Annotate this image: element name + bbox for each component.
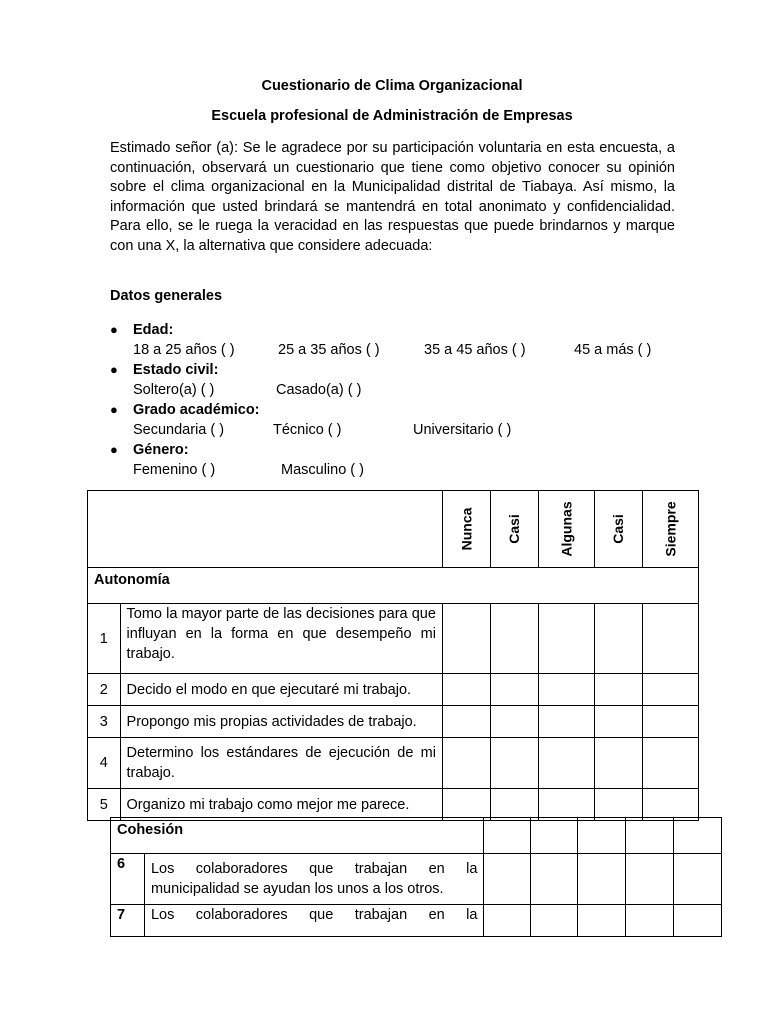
answer-cell — [531, 818, 578, 854]
estado-civil-label: Estado civil: — [133, 362, 219, 378]
answer-cell[interactable] — [642, 789, 698, 821]
section-title-cohesion: Cohesión — [111, 818, 484, 854]
question-number: 2 — [88, 674, 121, 706]
table-row — [111, 905, 722, 937]
answer-cell[interactable] — [594, 706, 642, 738]
question-text: Determino los estándares de ejecución de mi trabajo. — [120, 738, 442, 789]
table-row — [88, 604, 699, 674]
edad-option[interactable]: 45 a más ( ) — [574, 342, 652, 358]
answer-cell[interactable] — [490, 738, 538, 789]
section-row — [88, 568, 699, 604]
answer-cell — [626, 818, 674, 854]
estado-civil-option[interactable]: Casado(a) ( ) — [276, 382, 362, 398]
answer-cell[interactable] — [642, 674, 698, 706]
question-number: 7 — [111, 905, 145, 937]
answer-cell[interactable] — [626, 854, 674, 905]
answer-cell[interactable] — [538, 706, 594, 738]
genero-label: Género: — [133, 442, 189, 458]
grado-option[interactable]: Secundaria ( ) — [133, 422, 225, 438]
scale-header-algunas: Algunas — [538, 491, 594, 568]
scale-header-casi-siempre: Casi — [594, 491, 642, 568]
scale-header-casi: Casi — [490, 491, 538, 568]
answer-cell[interactable] — [674, 905, 722, 937]
table-row — [88, 706, 699, 738]
answer-cell[interactable] — [642, 604, 698, 674]
list-item-genero — [110, 440, 710, 480]
section-row — [111, 818, 722, 854]
answer-cell[interactable] — [674, 854, 722, 905]
table-row — [88, 674, 699, 706]
answer-cell[interactable] — [594, 674, 642, 706]
datos-generales-list — [110, 320, 710, 480]
answer-cell[interactable] — [642, 706, 698, 738]
table-row — [88, 789, 699, 821]
page-subtitle: Escuela profesional de Administración de Empresas — [211, 108, 573, 124]
question-number: 1 — [88, 604, 121, 674]
section-title-autonomia: Autonomía — [88, 568, 699, 604]
answer-cell[interactable] — [642, 738, 698, 789]
edad-option[interactable]: 25 a 35 años ( ) — [278, 342, 380, 358]
answer-cell[interactable] — [442, 706, 490, 738]
edad-option[interactable]: 18 a 25 años ( ) — [133, 342, 235, 358]
answer-cell[interactable] — [538, 674, 594, 706]
question-text: Tomo la mayor parte de las decisiones para que influyan en la forma en que desempeño mi trabajo. — [120, 604, 442, 674]
answer-cell[interactable] — [442, 604, 490, 674]
question-text: Decido el modo en que ejecutaré mi trabajo. — [120, 674, 442, 706]
list-item-grado-academico — [110, 400, 710, 440]
scale-header-siempre: Siempre — [642, 491, 698, 568]
scale-header-nunca: Nunca — [442, 491, 490, 568]
answer-cell[interactable] — [490, 674, 538, 706]
question-number: 3 — [88, 706, 121, 738]
list-item-edad — [110, 320, 710, 360]
question-number: 4 — [88, 738, 121, 789]
answer-cell[interactable] — [484, 905, 531, 937]
answer-cell[interactable] — [578, 905, 626, 937]
grado-option[interactable]: Universitario ( ) — [413, 422, 512, 438]
intro-paragraph: Estimado señor (a): Se le agradece por su participación voluntaria en esta encuesta, a continuación, observará un cuestionario que tiene como objetivo conocer su opinión sobre el clima organizacional en la Municipalidad distrital de Tiabaya. Así mismo, la información que usted brindará se mantendrá en total anonimato y confidencialidad. Para ello, se le ruega la veracidad en las respuestas que puede brindarnos y marque con una X, la alternativa que considere adecuada: — [110, 140, 675, 254]
answer-cell[interactable] — [442, 674, 490, 706]
bullet-icon: ● — [110, 402, 118, 417]
grado-academico-label: Grado académico: — [133, 402, 260, 418]
question-text: Propongo mis propias actividades de trabajo. — [120, 706, 442, 738]
answer-cell[interactable] — [594, 604, 642, 674]
answer-cell — [674, 818, 722, 854]
bullet-icon: ● — [110, 442, 118, 457]
scale-header-row — [88, 491, 699, 568]
answer-cell[interactable] — [538, 789, 594, 821]
question-text: Los colaboradores que trabajan en la — [144, 905, 484, 937]
question-text: Los colaboradores que trabajan en la municipalidad se ayudan los unos a los otros. — [144, 854, 484, 905]
bullet-icon: ● — [110, 362, 118, 377]
answer-cell[interactable] — [531, 905, 578, 937]
genero-option[interactable]: Masculino ( ) — [281, 462, 364, 478]
edad-label: Edad: — [133, 322, 174, 338]
answer-cell[interactable] — [442, 738, 490, 789]
answer-cell[interactable] — [578, 854, 626, 905]
answer-cell[interactable] — [538, 738, 594, 789]
answer-cell[interactable] — [490, 789, 538, 821]
answer-cell[interactable] — [538, 604, 594, 674]
table-row — [88, 738, 699, 789]
answer-cell — [484, 818, 531, 854]
header-blank-cell — [88, 491, 443, 568]
question-text: Organizo mi trabajo como mejor me parece. — [120, 789, 442, 821]
autonomia-table — [87, 490, 699, 821]
genero-option[interactable]: Femenino ( ) — [133, 462, 216, 478]
answer-cell — [578, 818, 626, 854]
edad-option[interactable]: 35 a 45 años ( ) — [424, 342, 526, 358]
question-number: 6 — [111, 854, 145, 905]
answer-cell[interactable] — [594, 738, 642, 789]
answer-cell[interactable] — [490, 706, 538, 738]
answer-cell[interactable] — [626, 905, 674, 937]
answer-cell[interactable] — [490, 604, 538, 674]
page-title: Cuestionario de Clima Organizacional — [261, 78, 523, 94]
answer-cell[interactable] — [442, 789, 490, 821]
estado-civil-option[interactable]: Soltero(a) ( ) — [133, 382, 215, 398]
answer-cell[interactable] — [484, 854, 531, 905]
bullet-icon: ● — [110, 322, 118, 337]
answer-cell[interactable] — [594, 789, 642, 821]
cohesion-table — [110, 817, 722, 937]
list-item-estado-civil — [110, 360, 710, 400]
table-row — [111, 854, 722, 905]
question-number: 5 — [88, 789, 121, 821]
datos-generales-heading: Datos generales — [110, 288, 223, 304]
answer-cell[interactable] — [531, 854, 578, 905]
grado-option[interactable]: Técnico ( ) — [273, 422, 342, 438]
